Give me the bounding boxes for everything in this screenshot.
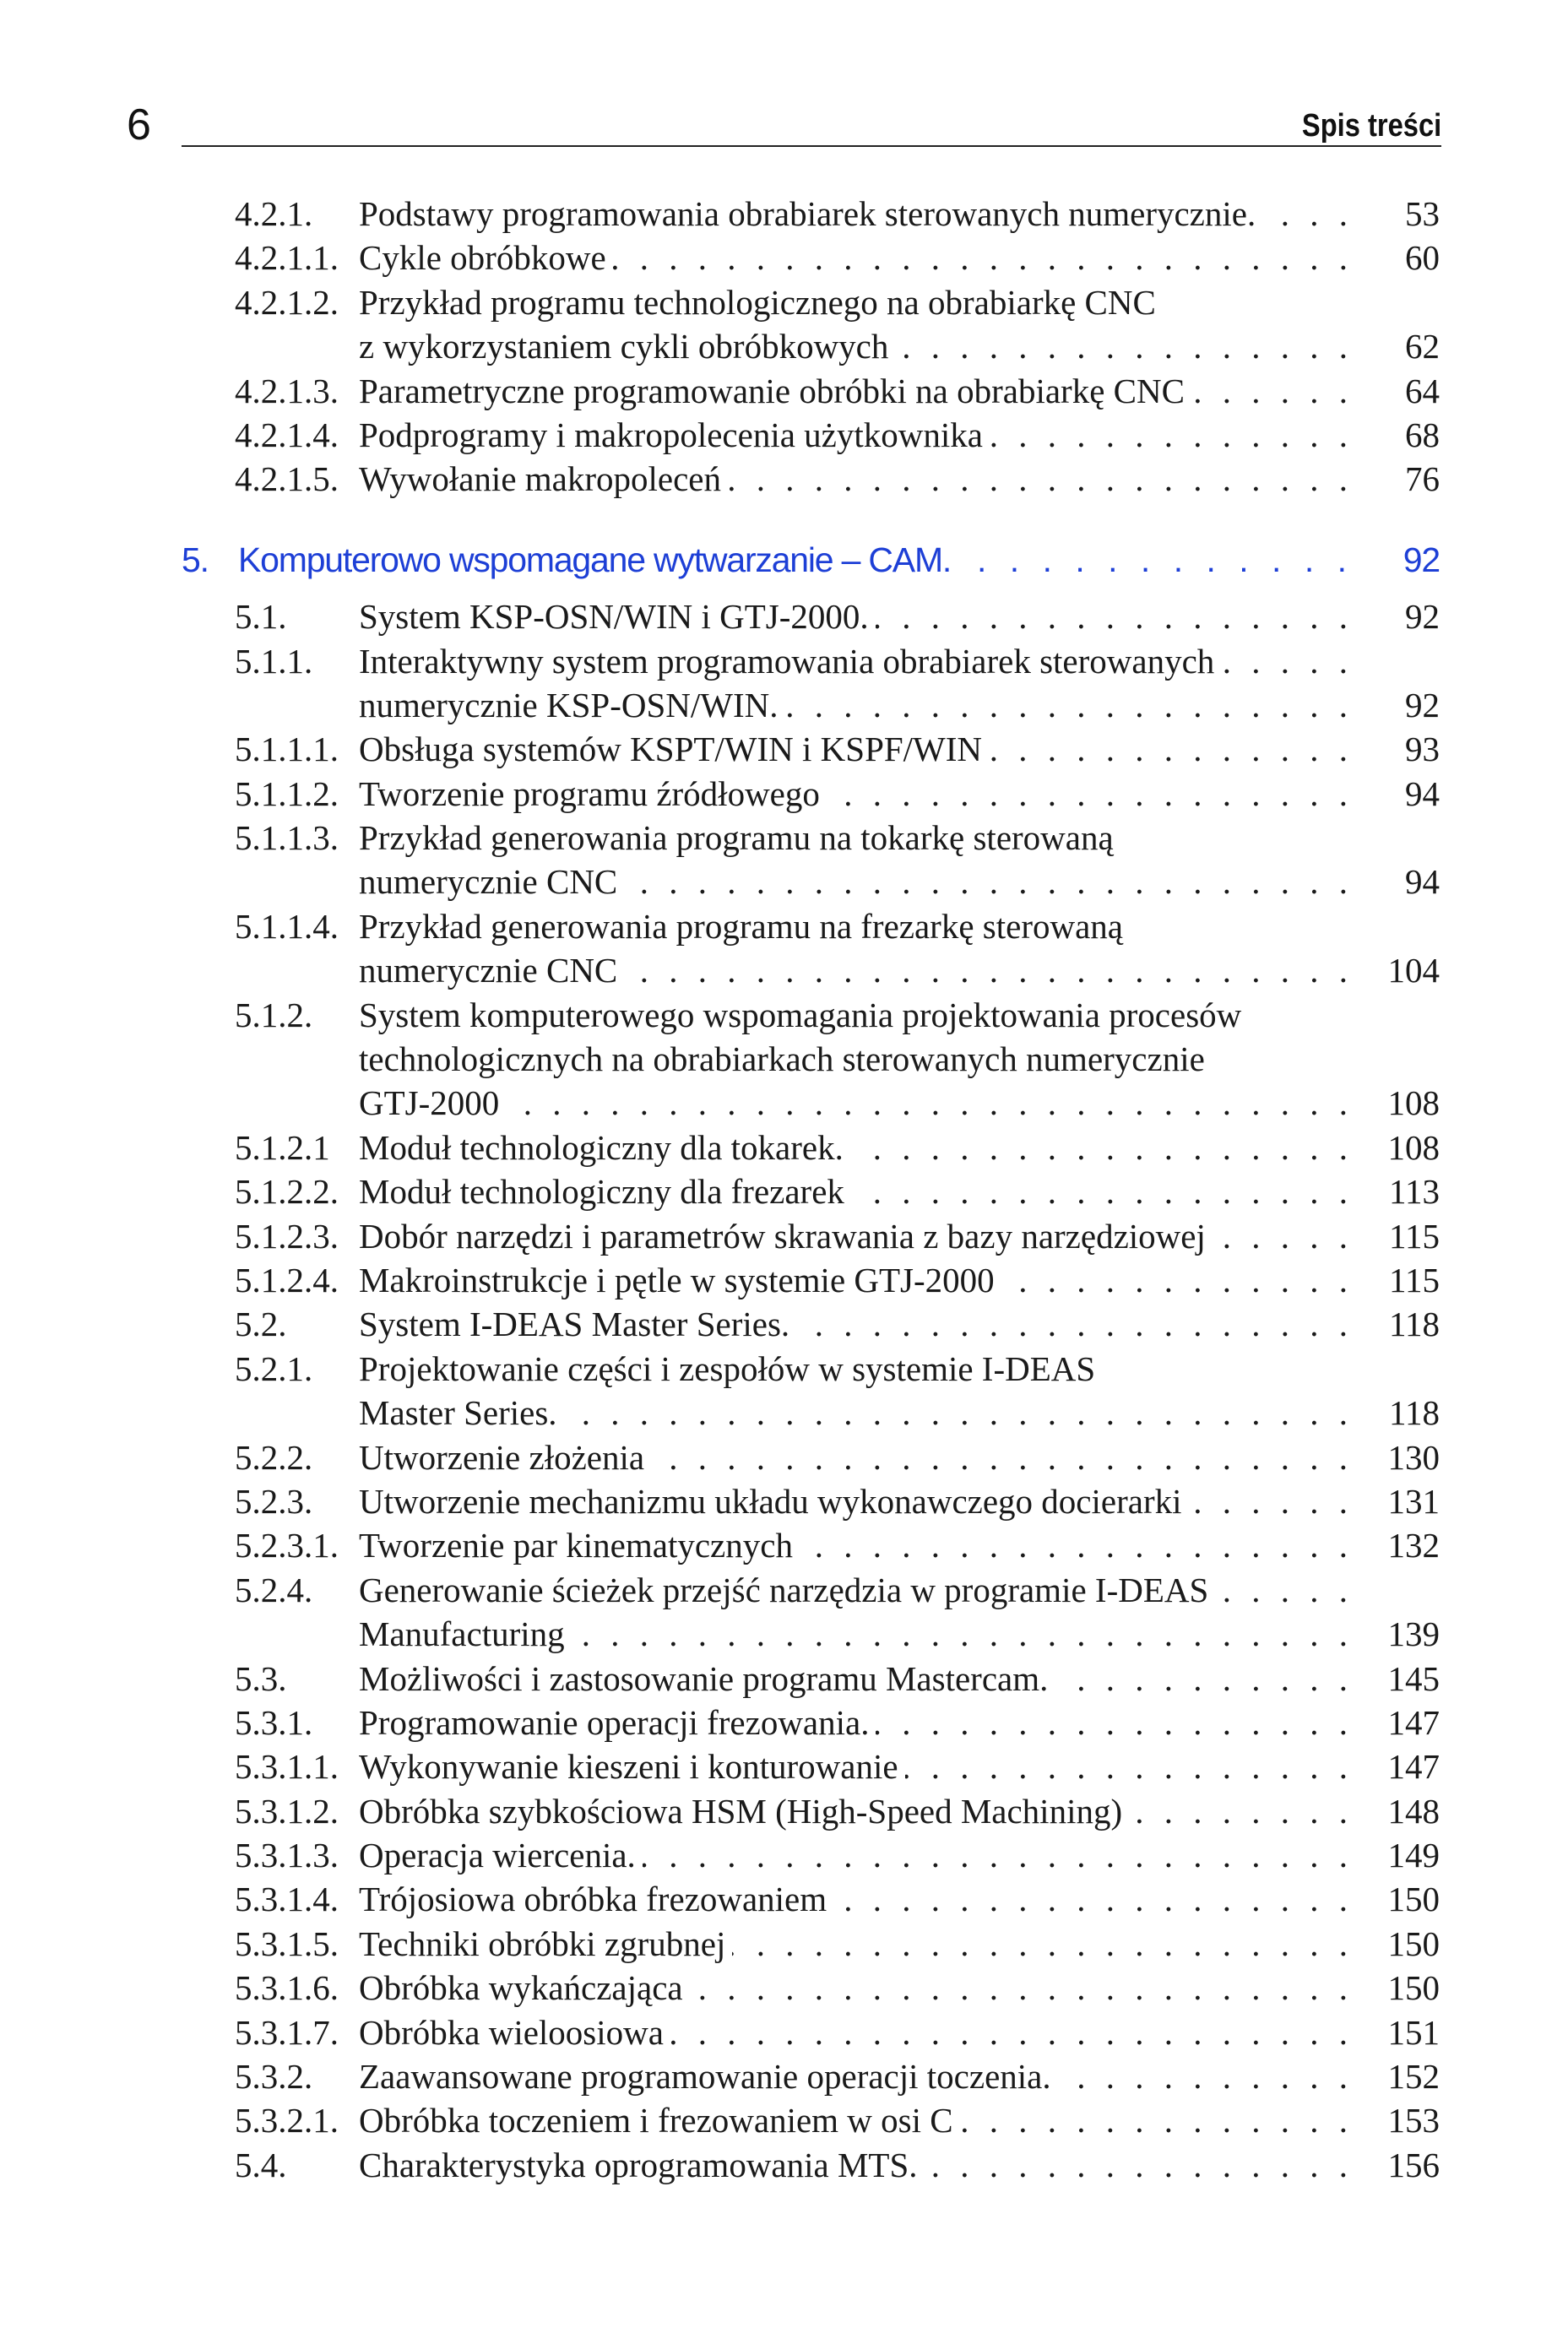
entry-title: Utworzenie mechanizmu układu wykonawczego docierarki xyxy=(359,1481,1182,1521)
entry-page: 62 xyxy=(1405,327,1440,366)
toc-entry[interactable] xyxy=(0,236,1568,279)
dot-leader xyxy=(728,457,1364,501)
toc-entry[interactable] xyxy=(0,369,1568,413)
toc-entry[interactable] xyxy=(0,1435,1568,1479)
dot-leader xyxy=(925,2143,1364,2187)
entry-page xyxy=(1364,639,1440,683)
entry-number: 5.1.2.3. xyxy=(235,1216,339,1256)
toc-entry[interactable] xyxy=(0,639,1568,683)
dot-leader xyxy=(506,1081,1364,1125)
dot-leader xyxy=(990,413,1364,457)
entry-number: 5.1.1.2. xyxy=(235,773,339,813)
dot-leader xyxy=(624,860,1364,903)
entry-title: Projektowanie części i zespołów w systemie I-DEAS xyxy=(359,1348,1096,1388)
entry-page: 132 xyxy=(1387,1526,1440,1565)
entry-page: 115 xyxy=(1389,1216,1440,1256)
entry-title: Master Series. xyxy=(359,1393,557,1433)
dot-leader xyxy=(989,727,1364,771)
entry-title: technologicznych na obrabiarkach sterowanych numerycznie xyxy=(359,1039,1205,1079)
entry-page: 152 xyxy=(1387,2057,1440,2097)
entry-title: Obsługa systemów KSPT/WIN i KSPF/WIN xyxy=(359,730,983,769)
entry-page: 93 xyxy=(1405,730,1440,769)
entry-page: 108 xyxy=(1387,1127,1440,1167)
toc-entry[interactable] xyxy=(0,1789,1568,1833)
entry-title: Programowanie operacji frezowania. xyxy=(359,1702,870,1742)
entry-title: Tworzenie programu źródłowego xyxy=(359,773,820,813)
entry-title: Interaktywny system programowania obrabiarek sterowanych xyxy=(359,641,1215,681)
entry-title: Manufacturing xyxy=(359,1614,565,1654)
toc-entry[interactable] xyxy=(0,1037,1568,1081)
entry-number: 5.3. xyxy=(235,1658,287,1698)
entry-page: 151 xyxy=(1387,2012,1440,2052)
entry-page xyxy=(1248,993,1324,1037)
dot-leader xyxy=(851,1169,1364,1213)
entry-number: 5.3.1. xyxy=(235,1702,313,1742)
entry-title: Podprogramy i makropolecenia użytkownika xyxy=(359,415,983,454)
chapter-page: 92 xyxy=(1403,540,1440,579)
entry-title: Techniki obróbki zgrubnej xyxy=(359,1923,726,1963)
entry-number: 5.3.1.5. xyxy=(235,1923,339,1963)
entry-title: System KSP-OSN/WIN i GTJ-2000. xyxy=(359,597,869,637)
toc-entry[interactable] xyxy=(0,727,1568,771)
toc-entry[interactable] xyxy=(0,772,1568,816)
entry-page xyxy=(1120,816,1196,860)
toc-entry[interactable] xyxy=(0,280,1568,324)
toc-entry[interactable] xyxy=(0,1258,1568,1302)
dot-leader xyxy=(827,772,1364,816)
entry-page xyxy=(1102,1347,1178,1391)
toc-entry[interactable] xyxy=(0,1568,1568,1612)
entry-title: Cykle obróbkowe xyxy=(359,238,606,278)
toc-entry[interactable] xyxy=(0,2054,1568,2098)
entry-page: 104 xyxy=(1387,951,1440,990)
dot-leader xyxy=(876,594,1364,638)
entry-page: 115 xyxy=(1389,1260,1440,1299)
toc-entry[interactable] xyxy=(0,683,1568,727)
dot-leader xyxy=(895,324,1364,368)
entry-page: 145 xyxy=(1387,1658,1440,1698)
dot-leader xyxy=(1221,639,1364,683)
toc-entry[interactable] xyxy=(0,948,1568,992)
entry-page: 92 xyxy=(1405,685,1440,724)
entry-number: 5.2.3.1. xyxy=(235,1526,339,1565)
toc-entry[interactable] xyxy=(0,1479,1568,1523)
entry-number: 5.3.1.3. xyxy=(235,1836,339,1875)
toc-entry[interactable] xyxy=(0,1657,1568,1701)
toc-entry[interactable] xyxy=(0,324,1568,368)
entry-page: 131 xyxy=(1387,1481,1440,1521)
entry-title: Trójosiowa obróbka frezowaniem xyxy=(359,1880,827,1919)
entry-title: Obróbka wieloosiowa xyxy=(359,2012,664,2052)
entry-title: Moduł technologiczny dla frezarek xyxy=(359,1172,844,1212)
entry-title: Obróbka wykańczająca xyxy=(359,1968,683,2008)
entry-title: GTJ-2000 xyxy=(359,1083,500,1123)
entry-title: Makroinstrukcje i pętle w systemie GTJ-2000 xyxy=(359,1260,995,1299)
entry-page xyxy=(1130,904,1206,948)
entry-title: Utworzenie złożenia xyxy=(359,1437,645,1477)
entry-title: Obróbka toczeniem i frezowaniem w osi C xyxy=(359,2101,953,2140)
header-rule xyxy=(182,145,1441,147)
entry-title: Tworzenie par kinematycznych xyxy=(359,1526,793,1565)
toc-entry[interactable] xyxy=(0,1302,1568,1346)
entry-title: Operacja wiercenia. xyxy=(359,1836,636,1875)
entry-number: 5.1. xyxy=(235,597,287,637)
entry-title: Przykład programu technologicznego na obrabiarkę CNC xyxy=(359,282,1156,322)
entry-number: 4.2.1. xyxy=(235,194,313,233)
entry-title: Przykład generowania programu na tokarkę sterowaną xyxy=(359,818,1114,858)
toc-entry[interactable] xyxy=(0,1126,1568,1169)
entry-title: numerycznie CNC xyxy=(359,951,618,990)
entry-title: Moduł technologiczny dla tokarek. xyxy=(359,1127,844,1167)
toc-entry[interactable] xyxy=(0,1922,1568,1966)
entry-page: 64 xyxy=(1405,371,1440,410)
chapter-title: Komputerowo wspomagane wytwarzanie – CAM. xyxy=(238,540,952,579)
dot-leader xyxy=(800,1523,1364,1567)
entry-title: Wywołanie makropoleceń xyxy=(359,459,721,499)
dot-leader xyxy=(1215,1568,1364,1612)
entry-number: 5.3.1.7. xyxy=(235,2012,339,2052)
dot-leader xyxy=(833,1877,1364,1921)
entry-title: System I-DEAS Master Series. xyxy=(359,1305,790,1344)
toc-entry[interactable] xyxy=(0,1169,1568,1213)
entry-title: numerycznie CNC xyxy=(359,862,618,902)
dot-leader xyxy=(1213,1214,1364,1258)
dot-leader xyxy=(690,1966,1364,2010)
toc-entry[interactable] xyxy=(0,816,1568,860)
toc-entry[interactable] xyxy=(0,860,1568,903)
entry-number: 5.1.2.4. xyxy=(235,1260,339,1299)
dot-leader xyxy=(784,683,1364,727)
entry-title: Charakterystyka oprogramowania MTS. xyxy=(359,2145,918,2184)
entry-page: 149 xyxy=(1387,1836,1440,1875)
entry-number: 5.2.4. xyxy=(235,1570,313,1609)
entry-number: 5.4. xyxy=(235,2145,287,2184)
entry-title: System komputerowego wspomagania projektowania procesów xyxy=(359,995,1242,1034)
entry-page: 148 xyxy=(1387,1791,1440,1831)
dot-leader xyxy=(1191,369,1364,413)
toc-entry[interactable] xyxy=(0,2143,1568,2187)
toc-entry[interactable] xyxy=(0,1877,1568,1921)
entry-page: 108 xyxy=(1387,1083,1440,1123)
dot-leader xyxy=(1001,1258,1364,1302)
toc-entry[interactable] xyxy=(0,192,1568,236)
entry-title: Przykład generowania programu na frezarkę sterowaną xyxy=(359,906,1123,946)
table-of-contents xyxy=(0,192,1568,2187)
entry-number: 5.3.1.2. xyxy=(235,1791,339,1831)
entry-number: 5.3.2. xyxy=(235,2057,313,2097)
entry-number: 5.1.2.2. xyxy=(235,1172,339,1212)
entry-page: 76 xyxy=(1405,459,1440,499)
entry-number: 4.2.1.3. xyxy=(235,371,339,410)
entry-page: 153 xyxy=(1387,2101,1440,2140)
entry-title: Obróbka szybkościowa HSM (High-Speed Machining) xyxy=(359,1791,1123,1831)
entry-title: Wykonywanie kieszeni i konturowanie xyxy=(359,1747,898,1787)
entry-title: Parametryczne programowanie obróbki na obrabiarkę CNC xyxy=(359,371,1185,410)
entry-number: 5.2.1. xyxy=(235,1348,313,1388)
dot-leader xyxy=(850,1126,1364,1169)
entry-page xyxy=(1212,1037,1288,1081)
dot-leader xyxy=(643,1833,1364,1877)
entry-number: 5.1.1.3. xyxy=(235,818,339,858)
entry-page: 150 xyxy=(1387,1880,1440,1919)
toc-entry[interactable] xyxy=(0,1701,1568,1744)
entry-page: 118 xyxy=(1389,1305,1440,1344)
entry-title: Możliwości i zastosowanie programu Mastercam. xyxy=(359,1658,1049,1698)
toc-entry[interactable] xyxy=(0,413,1568,457)
entry-number: 5.3.2.1. xyxy=(235,2101,339,2140)
entry-number: 5.2.2. xyxy=(235,1437,313,1477)
toc-entry[interactable] xyxy=(0,1744,1568,1788)
toc-entry[interactable] xyxy=(0,457,1568,501)
entry-page: 147 xyxy=(1387,1702,1440,1742)
toc-entry[interactable] xyxy=(0,2010,1568,2054)
dot-leader xyxy=(732,1922,1364,1966)
entry-number: 5.3.1.4. xyxy=(235,1880,339,1919)
entry-number: 5.2.3. xyxy=(235,1481,313,1521)
dot-leader xyxy=(651,1435,1364,1479)
entry-page: 139 xyxy=(1387,1614,1440,1654)
entry-title: Podstawy programowania obrabiarek sterowanych numerycznie. xyxy=(359,194,1256,233)
entry-page: 156 xyxy=(1387,2145,1440,2184)
dot-leader xyxy=(613,236,1364,279)
dot-leader xyxy=(1262,192,1364,236)
dot-leader xyxy=(796,1302,1364,1346)
entry-page xyxy=(1163,280,1239,324)
entry-page: 150 xyxy=(1387,1968,1440,2008)
entry-number: 4.2.1.4. xyxy=(235,415,339,454)
entry-title: numerycznie KSP-OSN/WIN. xyxy=(359,685,779,724)
toc-entry[interactable] xyxy=(0,594,1568,638)
toc-entry[interactable] xyxy=(0,904,1568,948)
entry-number: 5.1.2.1 xyxy=(235,1127,330,1167)
toc-entry[interactable] xyxy=(0,1612,1568,1656)
dot-leader xyxy=(1129,1789,1364,1833)
toc-section-5 xyxy=(0,594,1568,2187)
running-title: Spis treści xyxy=(1301,108,1441,144)
dot-leader xyxy=(572,1612,1364,1656)
entry-page: 53 xyxy=(1405,194,1440,233)
entry-page: 147 xyxy=(1387,1747,1440,1787)
entry-page: 92 xyxy=(1405,597,1440,637)
dot-leader xyxy=(958,540,1364,580)
toc-entry[interactable] xyxy=(0,1214,1568,1258)
entry-number: 5.3.1.6. xyxy=(235,1968,339,2008)
dot-leader xyxy=(670,2010,1364,2054)
toc-entry[interactable] xyxy=(0,1966,1568,2010)
dot-leader xyxy=(960,2098,1364,2142)
toc-entry[interactable] xyxy=(0,1391,1568,1435)
toc-chapter-5[interactable] xyxy=(0,540,1568,584)
entry-number: 5.1.2. xyxy=(235,995,313,1034)
entry-title: z wykorzystaniem cykli obróbkowych xyxy=(359,327,889,366)
toc-entry[interactable] xyxy=(0,993,1568,1037)
entry-title: Dobór narzędzi i parametrów skrawania z bazy narzędziowej xyxy=(359,1216,1206,1256)
entry-number: 5.2. xyxy=(235,1305,287,1344)
dot-leader xyxy=(1189,1479,1365,1523)
entry-page: 68 xyxy=(1405,415,1440,454)
toc-entry[interactable] xyxy=(0,1833,1568,1877)
entry-page: 118 xyxy=(1389,1393,1440,1433)
entry-page: 94 xyxy=(1405,862,1440,902)
dot-leader xyxy=(905,1744,1364,1788)
dot-leader xyxy=(876,1701,1364,1744)
entry-title: Zaawansowane programowanie operacji toczenia. xyxy=(359,2057,1051,2097)
page-number: 6 xyxy=(127,100,151,149)
entry-number: 5.1.1.4. xyxy=(235,906,339,946)
entry-page: 130 xyxy=(1387,1437,1440,1477)
entry-number: 5.1.1.1. xyxy=(235,730,339,769)
entry-number: 4.2.1.2. xyxy=(235,282,339,322)
entry-page xyxy=(1364,1568,1440,1612)
entry-number: 5.1.1. xyxy=(235,641,313,681)
entry-title: Generowanie ścieżek przejść narzędzia w programie I-DEAS xyxy=(359,1570,1209,1609)
dot-leader xyxy=(1058,2054,1364,2098)
entry-page: 94 xyxy=(1405,773,1440,813)
entry-page: 60 xyxy=(1405,238,1440,278)
toc-entry[interactable] xyxy=(0,1523,1568,1567)
toc-entry[interactable] xyxy=(0,2098,1568,2142)
entry-number: 4.2.1.1. xyxy=(235,238,339,278)
entry-number: 4.2.1.5. xyxy=(235,459,339,499)
dot-leader xyxy=(624,948,1364,992)
entry-page: 113 xyxy=(1389,1172,1440,1212)
entry-number: 5.3.1.1. xyxy=(235,1747,339,1787)
entry-page: 150 xyxy=(1387,1923,1440,1963)
dot-leader xyxy=(1055,1657,1364,1701)
toc-section-4 xyxy=(0,192,1568,502)
dot-leader xyxy=(564,1391,1364,1435)
chapter-number: 5. xyxy=(182,540,209,579)
toc-entry[interactable] xyxy=(0,1081,1568,1125)
toc-entry[interactable] xyxy=(0,1347,1568,1391)
